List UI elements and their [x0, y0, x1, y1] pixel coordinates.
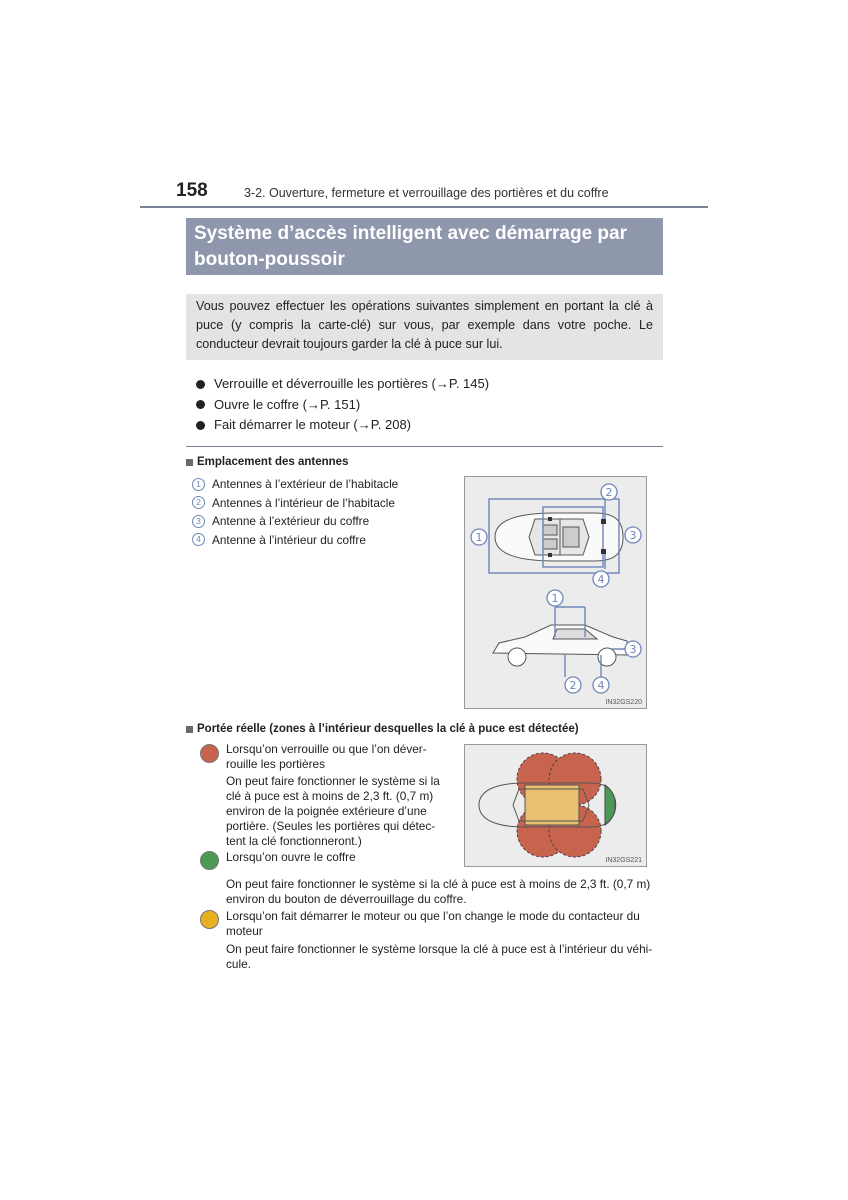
figure-code: IN32GS221 — [605, 857, 642, 864]
callout-label: 2 — [605, 486, 613, 499]
callout-label: 4 — [597, 573, 605, 586]
intro-text: Vous pouvez effectuer les opérations suivantes simplement en portant la clé à puce (y compris la carte-clé) sur vous, par exemple dans votre poche. Le conducteur devrait toujours garder la clé à puce sur lui. — [186, 294, 663, 360]
range-item-trunk-desc: On peut faire fonctionner le système si la clé à puce est à moins de 2,3 ft. (0,7 m) environ du bouton de déverrouillage du coffre. — [226, 877, 651, 906]
trunk-zone-icon — [605, 785, 616, 825]
green-zone-swatch — [200, 851, 219, 870]
page-title: Système d’accès intelligent avec démarrage par bouton-poussoir — [186, 218, 663, 275]
bullet-icon — [196, 380, 205, 389]
callout-label: 4 — [597, 679, 605, 692]
cabin-zone-icon — [525, 785, 579, 825]
bullet-icon — [196, 421, 205, 430]
list-item: Verrouille et déverrouille les portières (→P. 145) — [196, 374, 489, 395]
figure-code: IN32GS220 — [605, 699, 642, 706]
callout-label: 2 — [569, 679, 577, 692]
red-zone-swatch — [200, 744, 219, 763]
range-figure — [464, 744, 647, 867]
range-heading: Portée réelle (zones à l’intérieur desquelles la clé à puce est détectée) — [186, 723, 579, 735]
antenna-diagram — [465, 477, 646, 708]
car-side-view-icon — [493, 625, 629, 666]
header-rule — [140, 206, 708, 208]
square-bullet-icon — [186, 459, 193, 466]
square-bullet-icon — [186, 726, 193, 733]
range-diagram — [465, 745, 646, 866]
callout-label: 1 — [551, 592, 559, 605]
range-item-engine: Lorsqu’on fait démarrer le moteur ou que l’on change le mode du contacteur du moteur On peut faire fonctionner le système lorsque la clé à puce est à l’intérieur du véhi- cule. — [226, 909, 653, 971]
list-item: Ouvre le coffre (→P. 151) — [196, 395, 489, 416]
range-item-trunk-title: Lorsqu’on ouvre le coffre — [226, 850, 356, 864]
number-badge: 3 — [192, 515, 205, 528]
list-item: 2 Antennes à l’intérieur de l’habitacle — [192, 494, 398, 513]
antenna-heading: Emplacement des antennes — [186, 456, 348, 468]
callout-label: 3 — [629, 643, 637, 656]
list-item: Fait démarrer le moteur (→P. 208) — [196, 415, 489, 436]
list-item: 4 Antenne à l’intérieur du coffre — [192, 531, 398, 550]
antenna-list — [192, 475, 398, 549]
bullet-icon — [196, 400, 205, 409]
range-item-lock: Lorsqu’on verrouille ou que l’on déver- rouille les portières On peut faire fonctionner le système si la clé à puce est à moins de 2,3 ft. (0,7 m) environ de la poignée extérieure d’une portière. (Seules les portières qui détec- tent la clé fonctionneront.) — [226, 742, 440, 848]
callout-label: 1 — [475, 531, 483, 544]
section-title: 3-2. Ouverture, fermeture et verrouillage des portières et du coffre — [244, 186, 609, 200]
antenna-figure — [464, 476, 647, 709]
number-badge: 4 — [192, 533, 205, 546]
list-item: 1 Antennes à l’extérieur de l’habitacle — [192, 475, 398, 494]
number-badge: 2 — [192, 496, 205, 509]
callout-label: 3 — [629, 529, 637, 542]
number-badge: 1 — [192, 478, 205, 491]
yellow-zone-swatch — [200, 910, 219, 929]
divider — [186, 446, 663, 447]
list-item: 3 Antenne à l’extérieur du coffre — [192, 512, 398, 531]
page-number: 158 — [176, 180, 208, 201]
feature-list — [196, 374, 489, 436]
